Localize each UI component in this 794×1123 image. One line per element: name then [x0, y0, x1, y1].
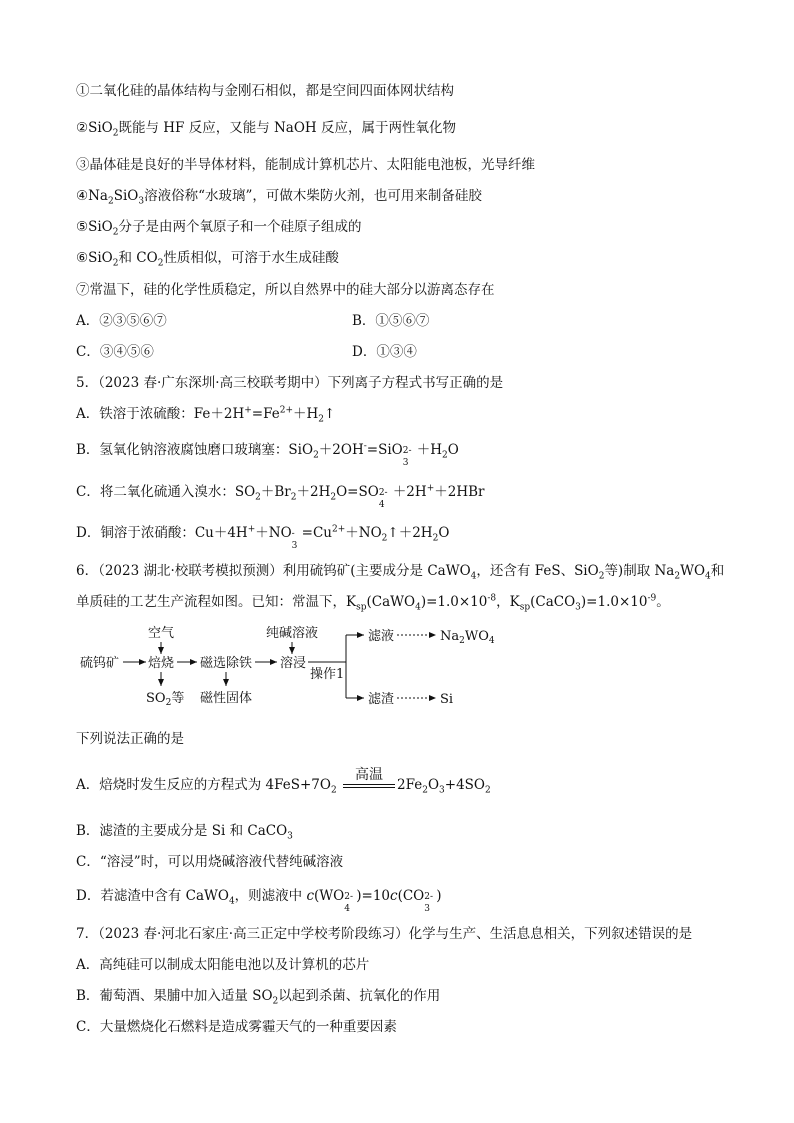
- q6-option-a[interactable]: A．焙烧时发生反应的方程式为 $4FeS+7O_2$ 高温 $2Fe_2O_3+4SO_2$: [76, 767, 491, 796]
- flow-residue: 滤渣: [368, 692, 395, 707]
- q7-stem: 7．（2023 春·河北石家庄·高三正定中学校考阶段练习）化学与生产、生活息息相关，下列叙述错误的是: [76, 926, 693, 942]
- q7-option-c[interactable]: C．大量燃烧化石燃料是造成雾霾天气的一种重要因素: [76, 1019, 397, 1035]
- flow-si: Si: [440, 692, 454, 707]
- flow-leach: 溶浸: [280, 656, 307, 671]
- q5-stem: 5．（2023 春·广东深圳·高三校联考期中）下列离子方程式书写正确的是: [76, 375, 504, 391]
- q5-option-b[interactable]: B．氢氧化钠溶液腐蚀磨口玻璃塞：SiO$_2$＋2OH-=SiO 2- 3 $+H_2O$: [76, 441, 459, 468]
- flow-op1: 操作1: [310, 667, 345, 682]
- q6-stem-line1: 6．（2023 湖北·校联考模拟预测）利用硫钨矿(主要成分是 CaWO$_4$，还含有 FeS、SiO$_2$等)制取 $Na_2WO_4$和: [76, 563, 725, 582]
- flow-so2: $SO_2$等: [146, 691, 185, 708]
- statement-1: ①二氧化硅的晶体结构与金刚石相似，都是空间四面体网状结构: [76, 83, 454, 99]
- q7-option-a[interactable]: A．高纯硅可以制成太阳能电池以及计算机的芯片: [76, 957, 370, 973]
- q6-prompt: 下列说法正确的是: [76, 731, 184, 747]
- flow-ore: 硫钨矿: [80, 656, 120, 671]
- q6-option-c[interactable]: C．“溶浸”时，可以用烧碱溶液代替纯碱溶液: [76, 854, 344, 870]
- q6-option-d[interactable]: D．若滤渣中含有 CaWO$_4$，则滤液中 c(WO 2- 4 )=10c(CO 2- 3 ): [76, 888, 442, 914]
- q5-option-c[interactable]: C．将二氧化硫通入溴水：$SO_2+Br_2+2H_2O=SO$ 2- 4 ＋2H+＋2HBr: [76, 483, 485, 510]
- q4-option-a[interactable]: A．②③⑤⑥⑦: [76, 313, 167, 329]
- statement-3: ③晶体硅是良好的半导体材料，能制成计算机芯片、太阳能电池板，光导纤维: [76, 157, 535, 173]
- q6-stem-line2: 单质硅的工艺生产流程如图。已知：常温下，$K_{sp}(CaWO_4)=1.0\times 10^{-8}$，$K_{sp}(CaCO_3)=1.0\times 10^{-9}$。: [76, 593, 670, 613]
- flow-air: 空气: [148, 626, 175, 641]
- statement-2: ②SiO$_2$既能与 HF 反应，又能与 NaOH 反应，属于两性氧化物: [76, 120, 456, 139]
- flow-magsep: 磁选除铁: [200, 656, 253, 671]
- statement-4: $④Na_2SiO_3$溶液俗称“水玻璃”，可做木柴防火剂，也可用来制备硅胶: [76, 188, 482, 207]
- condition-high-temp: 高温: [355, 767, 383, 783]
- statement-5: ⑤SiO$_2$分子是由两个氧原子和一个硅原子组成的: [76, 219, 362, 238]
- flow-magsolid: 磁性固体: [200, 691, 253, 706]
- q6-option-b[interactable]: B．滤渣的主要成分是 Si 和 CaCO$_3$: [76, 823, 293, 842]
- q5-option-a[interactable]: A．铁溶于浓硫酸：$Fe+2H^+=Fe^{2+}+H_2↑$: [76, 405, 336, 425]
- flow-roast: 焙烧: [148, 656, 175, 671]
- statement-7: ⑦常温下，硅的化学性质稳定，所以自然界中的硅大部分以游离态存在: [76, 282, 495, 298]
- flow-filtrate: 滤液: [368, 629, 395, 644]
- process-flow-diagram: [0, 620, 794, 720]
- statement-6: ⑥SiO$_2$和 $CO_2$性质相似，可溶于水生成硅酸: [76, 250, 339, 269]
- q5-option-d[interactable]: D．铜溶于浓硝酸：Cu＋4H+＋NO - 3 $=Cu^{2+}+NO_2↑+2H_2O$: [76, 524, 450, 551]
- q7-option-b[interactable]: B．葡萄酒、果脯中加入适量 $SO_2$以起到杀菌、抗氧化的作用: [76, 988, 441, 1007]
- q4-option-c[interactable]: C．③④⑤⑥: [76, 344, 154, 360]
- q4-option-b[interactable]: B．①⑤⑥⑦: [352, 313, 430, 329]
- flow-na2wo4: $Na_2WO_4$: [440, 629, 495, 646]
- flow-soda: 纯碱溶液: [266, 626, 319, 641]
- q4-option-d[interactable]: D．①③④: [352, 344, 417, 360]
